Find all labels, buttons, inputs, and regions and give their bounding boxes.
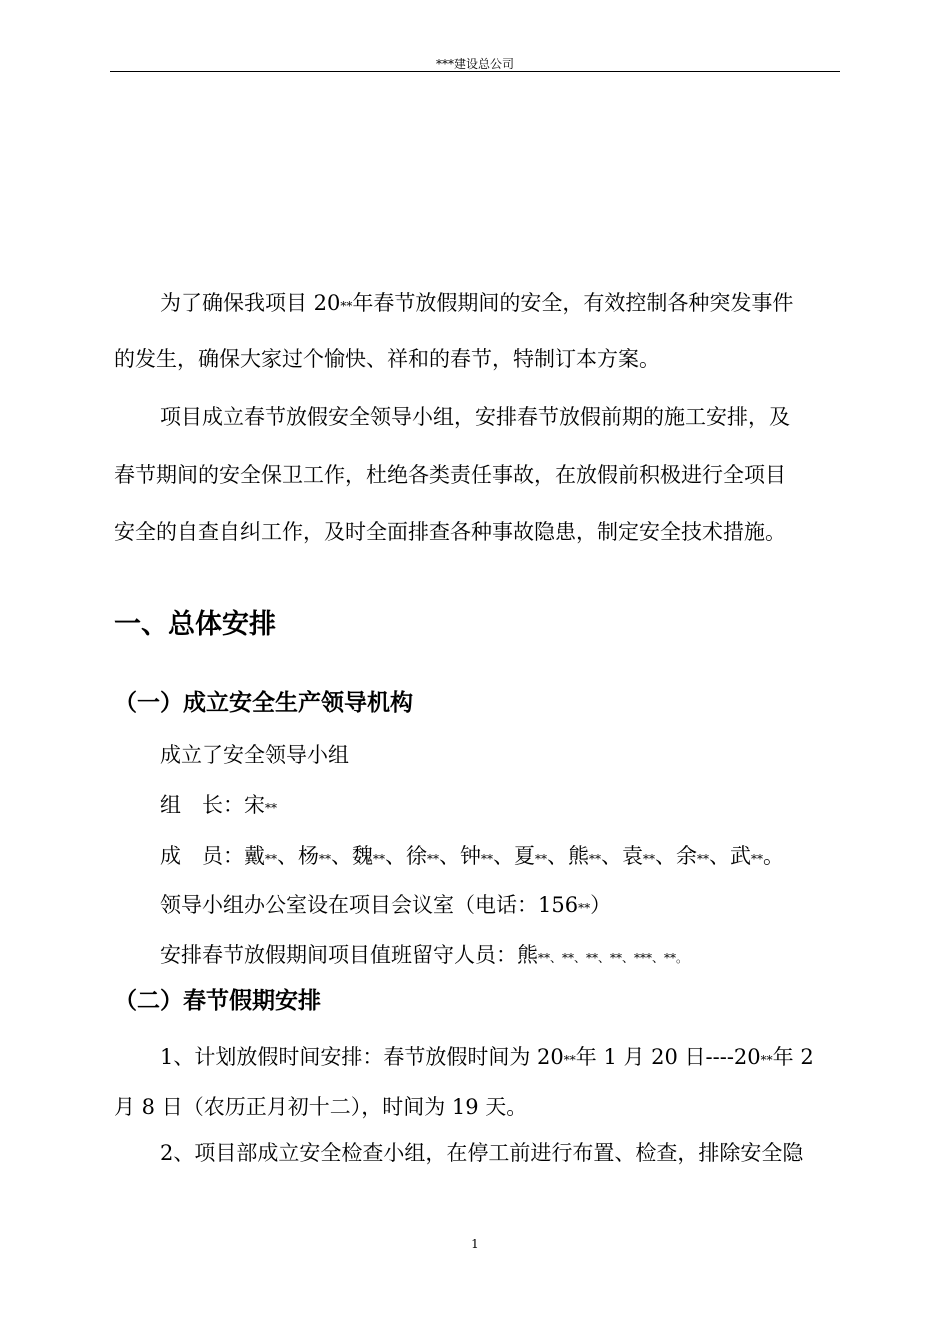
- member-mask: **: [589, 852, 601, 866]
- member-mask: **: [481, 852, 493, 866]
- intro-p2-line1: 项目成立春节放假安全领导小组，安排春节放假前期的施工安排，及: [160, 405, 790, 429]
- subsection-heading-1: （一）成立安全生产领导机构: [114, 690, 413, 716]
- member-separator: 、: [547, 844, 568, 868]
- member-mask: **: [751, 852, 763, 866]
- member-mask: **: [697, 852, 709, 866]
- intro-p1-line2: 的发生，确保大家过个愉快、祥和的春节，特制订本方案。: [114, 347, 660, 371]
- member-separator: 、: [601, 844, 622, 868]
- page-header: ***建设总公司: [435, 57, 514, 71]
- member-name: 杨: [298, 844, 319, 868]
- header-rule: [110, 71, 840, 72]
- intro-p2-line2: 春节期间的安全保卫工作，杜绝各类责任事故，在放假前积极进行全项目: [114, 463, 786, 487]
- subsection-heading-2: （二）春节假期安排: [114, 988, 321, 1014]
- duty-staff-line: 安排春节放假期间项目值班留守人员：熊**、**、**、**、***、**。: [160, 943, 689, 967]
- member-mask: **: [373, 852, 385, 866]
- member-mask: **: [427, 852, 439, 866]
- member-separator: 、: [439, 844, 460, 868]
- member-separator: 、: [709, 844, 730, 868]
- member-separator: 、: [385, 844, 406, 868]
- member-name: 余: [676, 844, 697, 868]
- member-name: 袁: [622, 844, 643, 868]
- holiday-item2-line1: 2、项目部成立安全检查小组，在停工前进行布置、检查，排除安全隐: [160, 1141, 804, 1165]
- member-separator: 、: [277, 844, 298, 868]
- member-list: [244, 844, 784, 868]
- holiday-item1-line2: 月 8 日（农历正月初十二），时间为 19 天。: [114, 1095, 528, 1119]
- member-mask: **: [535, 852, 547, 866]
- team-members-line: 成 员：戴**、杨**、魏**、徐**、钟**、夏**、熊**、袁**、余**、武**。: [160, 844, 784, 868]
- member-name: 熊: [568, 844, 589, 868]
- member-mask: **: [319, 852, 331, 866]
- intro-p1-line1: 为了确保我项目 20**年春节放假期间的安全，有效控制各种突发事件: [160, 291, 794, 315]
- section-heading: 一、总体安排: [114, 609, 276, 640]
- member-separator: 、: [331, 844, 352, 868]
- page-number: 1: [471, 1237, 479, 1251]
- member-separator: 、: [493, 844, 514, 868]
- office-line: 领导小组办公室设在项目会议室（电话：156**）: [160, 893, 612, 917]
- member-name: 武: [730, 844, 751, 868]
- holiday-item1-line1: 1、计划放假时间安排：春节放假时间为 20**年 1 月 20 日----20**年 2: [160, 1045, 814, 1069]
- member-mask: **: [265, 852, 277, 866]
- team-established-line: 成立了安全领导小组: [160, 743, 349, 767]
- member-name: 魏: [352, 844, 373, 868]
- member-separator: 、: [655, 844, 676, 868]
- intro-p2-line3: 安全的自查自纠工作，及时全面排查各种事故隐患，制定安全技术措施。: [114, 520, 786, 544]
- member-name: 钟: [460, 844, 481, 868]
- member-mask: **: [643, 852, 655, 866]
- team-leader-line: 组 长：宋**: [160, 793, 277, 817]
- member-name: 徐: [406, 844, 427, 868]
- member-name: 夏: [514, 844, 535, 868]
- member-name: 戴: [244, 844, 265, 868]
- member-separator: 。: [763, 844, 784, 868]
